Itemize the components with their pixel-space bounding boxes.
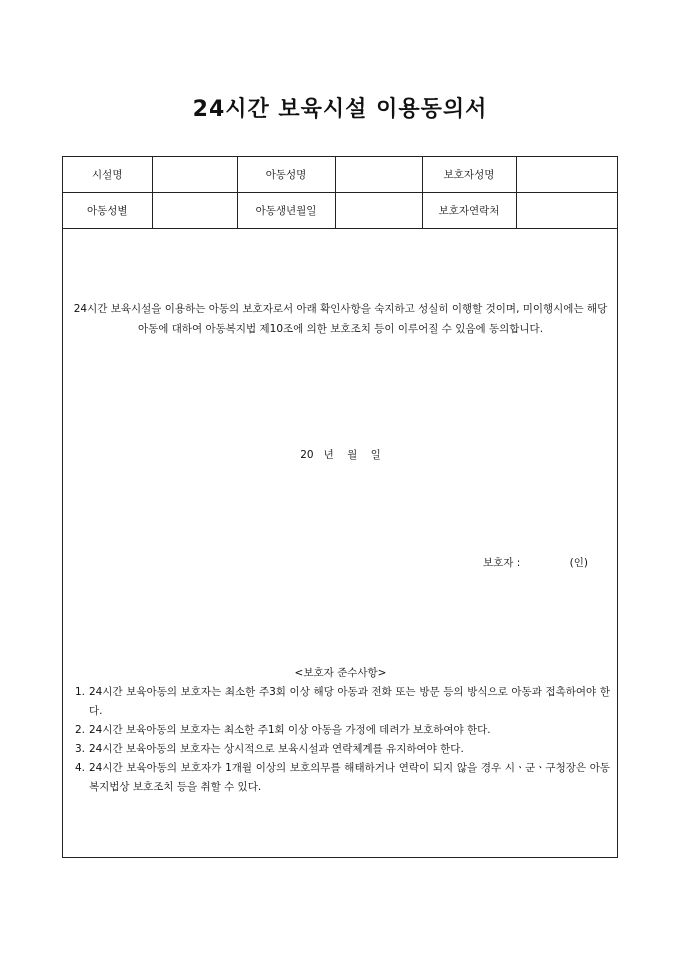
child-gender-label: 아동성별 bbox=[63, 193, 152, 229]
rule-text: 24시간 보육아동의 보호자는 상시적으로 보육시설과 연락체계를 유지하여야 한다. bbox=[89, 743, 464, 755]
rules-title: <보호자 준수사항> bbox=[294, 667, 387, 679]
table-row bbox=[63, 193, 618, 229]
document-title: 24시간 보육시설 이용동의서 bbox=[192, 97, 488, 122]
guardian-name-field[interactable] bbox=[516, 157, 618, 193]
list-item bbox=[75, 721, 610, 740]
guardian-name-label: 보호자성명 bbox=[422, 157, 516, 193]
signature-label: 보호자 : bbox=[483, 557, 521, 569]
date-line bbox=[63, 447, 618, 462]
list-item bbox=[75, 759, 610, 797]
facility-name-label: 시설명 bbox=[63, 157, 152, 193]
info-table bbox=[63, 157, 618, 229]
list-item bbox=[75, 683, 610, 721]
rule-number: 3. bbox=[75, 743, 86, 755]
guardian-contact-label: 보호자연락처 bbox=[422, 193, 516, 229]
date-year[interactable]: 20 bbox=[300, 449, 314, 461]
child-birth-label: 아동생년월일 bbox=[237, 193, 335, 229]
rule-text: 24시간 보육아동의 보호자는 최소한 주3회 이상 해당 아동과 전화 또는 방문 등의 방식으로 아동과 접촉하여야 한다. bbox=[89, 686, 610, 717]
rule-number: 2. bbox=[75, 724, 86, 736]
child-gender-field[interactable] bbox=[152, 193, 237, 229]
guardian-contact-field[interactable] bbox=[516, 193, 618, 229]
date-month-unit: 월 bbox=[347, 449, 358, 461]
facility-name-field[interactable] bbox=[152, 157, 237, 193]
list-item bbox=[75, 740, 610, 759]
rule-text: 24시간 보육아동의 보호자가 1개월 이상의 보호의무를 해태하거나 연락이 되지 않을 경우 시ㆍ군ㆍ구청장은 아동복지법상 보호조치 등을 취할 수 있다. bbox=[89, 762, 610, 793]
rules-list bbox=[75, 683, 610, 797]
rule-number: 4. bbox=[75, 762, 86, 774]
child-birth-field[interactable] bbox=[335, 193, 422, 229]
date-year-unit: 년 bbox=[323, 449, 334, 461]
child-name-field[interactable] bbox=[335, 157, 422, 193]
date-day-unit: 일 bbox=[370, 449, 381, 461]
table-row bbox=[63, 157, 618, 193]
child-name-label: 아동성명 bbox=[237, 157, 335, 193]
consent-statement: 24시간 보육시설을 이용하는 아동의 보호자로서 아래 확인사항을 숙지하고 성실히 이행할 것이며, 미이행시에는 해당 아동에 대하여 아동복지법 제10조에 의한 보호조치 등이 이루어질 수 있음에 동의합니다. bbox=[73, 303, 608, 335]
rule-number: 1. bbox=[75, 686, 86, 698]
rule-text: 24시간 보육아동의 보호자는 최소한 주1회 이상 아동을 가정에 데려가 보호하여야 한다. bbox=[89, 724, 491, 736]
form-frame bbox=[62, 156, 618, 858]
seal-mark: (인) bbox=[569, 557, 588, 569]
guardian-signature bbox=[483, 555, 588, 570]
